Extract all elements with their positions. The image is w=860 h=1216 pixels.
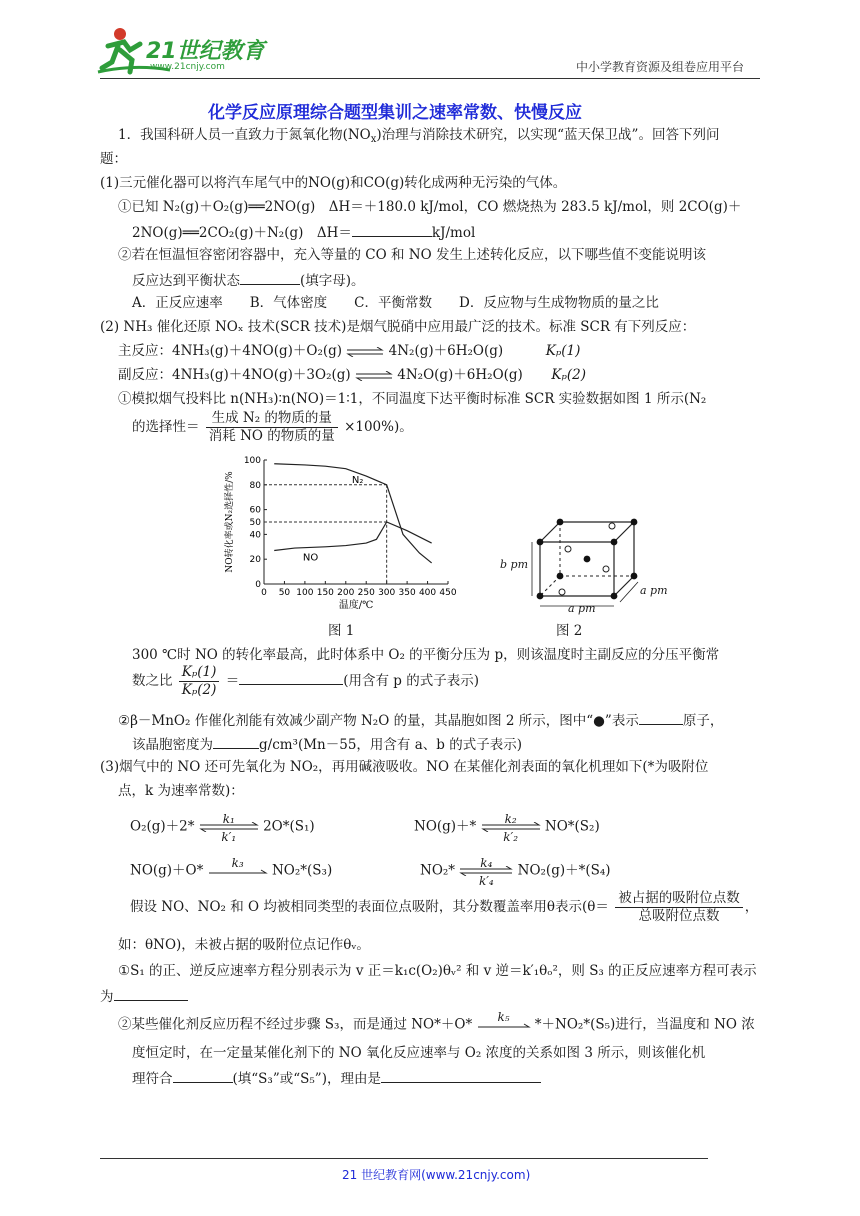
p2-b-line2: 该晶胞密度为 g/cm³(Mn－55，用含有 a、b 的式子表示) bbox=[132, 734, 522, 754]
atom-black bbox=[631, 519, 638, 526]
atom-black bbox=[557, 519, 564, 526]
p3-c-line2: 度恒定时，在一定量某催化剂下的 NO 氧化反应速率与 O₂ 浓度的关系如图 3 所示，则该催化机 bbox=[132, 1045, 706, 1061]
main-reaction: 主反应：4NH₃(g)＋4NO(g)＋O₂(g) 4N₂(g)＋6H₂O(g) Kₚ(1) bbox=[118, 343, 581, 359]
side-reaction: 副反应：4NH₃(g)＋4NO(g)＋3O₂(g) 4N₂O(g)＋6H₂O(g) Kₚ(2) bbox=[118, 367, 587, 383]
fig2-b-label: b pm bbox=[500, 558, 529, 571]
y-tick-label: 40 bbox=[249, 530, 261, 541]
p2-head: (2) NH₃ 催化还原 NOₓ 技术(SCR 技术)是烟气脱硝中应用最广泛的技术。标准 SCR 有下列反应： bbox=[100, 319, 696, 335]
p2-b-line1: ②β－MnO₂ 作催化剂能有效减少副产物 N₂O 的量，其晶胞如图 2 所示，图中“●”表示 原子， bbox=[118, 710, 723, 730]
footer-text: 21 世纪教育网(www.21cnjy.com) bbox=[342, 1168, 531, 1182]
forward-arrow-icon bbox=[477, 1022, 531, 1032]
answer-blank[interactable] bbox=[239, 670, 343, 685]
x-tick-label: 150 bbox=[316, 588, 334, 598]
atom-white bbox=[603, 566, 609, 572]
y-tick-label: 80 bbox=[249, 480, 261, 491]
answer-blank[interactable] bbox=[639, 710, 683, 725]
atom-black bbox=[631, 573, 638, 580]
answer-blank[interactable] bbox=[240, 270, 300, 285]
step-s4: NO₂* k₄ k′₄ NO₂(g)＋*(S₄) bbox=[420, 856, 611, 888]
platform-name: 中小学教育资源及组卷应用平台 bbox=[576, 60, 745, 74]
p1-options: A．正反应速率 B．气体密度 C．平衡常数 D．反应物与生成物物质的量之比 bbox=[132, 295, 659, 311]
theta-fraction: $\frac{\text{被占据的吸附位点数}}{\text{总吸附位点数}}$ bbox=[615, 890, 743, 925]
q1-intro-line2: 题： bbox=[100, 151, 127, 167]
footer-rule bbox=[100, 1158, 708, 1159]
answer-blank[interactable] bbox=[114, 986, 188, 1001]
p3-b-line2: 为 bbox=[100, 986, 188, 1006]
answer-blank[interactable] bbox=[381, 1068, 541, 1083]
step-s1: O₂(g)＋2* k₁ k′₁ 2O*(S₁) bbox=[130, 812, 315, 844]
p3-head-line1: (3)烟气中的 NO 还可先氧化为 NO₂，再用碱液吸收。NO 在某催化剂表面的氧化机理如下(*为吸附位 bbox=[100, 759, 709, 775]
forward-arrow-icon bbox=[208, 868, 268, 878]
step-s3: NO(g)＋O* k₃ NO₂*(S₃) bbox=[130, 856, 333, 879]
atom-black bbox=[557, 573, 564, 580]
atom-white bbox=[559, 589, 565, 595]
y-tick-label: 50 bbox=[249, 518, 261, 528]
equilibrium-arrow-icon bbox=[346, 347, 384, 357]
figure-1-chart bbox=[222, 452, 462, 616]
series-label-n2: N₂ bbox=[351, 474, 364, 486]
fig1-caption: 图 1 bbox=[328, 623, 355, 639]
x-tick-label: 200 bbox=[337, 588, 355, 598]
p2-a-line4: 数之比 $\frac{\text{Kₚ(1)}}{\text{Kₚ(2)}}$ ＝ (用含有 p 的式子表示) bbox=[132, 664, 479, 698]
x-tick-label: 300 bbox=[378, 588, 396, 598]
x-tick-label: 50 bbox=[278, 588, 291, 598]
x-tick-label: 450 bbox=[439, 588, 457, 598]
atom-black bbox=[537, 539, 544, 546]
atom-black bbox=[611, 593, 618, 600]
atom-white bbox=[609, 523, 615, 529]
y-tick-label: 20 bbox=[249, 555, 261, 566]
atom-black bbox=[584, 556, 591, 563]
q1-intro-line1: 1．我国科研人员一直致力于氮氧化物$(NO_x)$治理与消除技术研究，以实现“蓝天保卫战”。回答下列问 bbox=[118, 127, 720, 145]
p2-a-line2: 的选择性＝ $\frac{\text{生成 N₂ 的物质的量}}{\text{消耗 NO 的物质的量}}$ ×100%)。 bbox=[132, 410, 413, 444]
answer-blank[interactable] bbox=[173, 1068, 233, 1083]
p3-b-line1: ①S₁ 的正、逆反应速率方程分别表示为 v 正＝k₁c(O₂)θᵥ² 和 v 逆＝k′₁θₒ²，则 S₃ 的正反应速率方程可表示 bbox=[118, 963, 757, 979]
x-tick-label: 0 bbox=[261, 588, 267, 598]
series-label-no: NO bbox=[302, 552, 319, 564]
p3-head-line2: 点，k 为速率常数)： bbox=[118, 783, 244, 799]
y-tick-label: 60 bbox=[249, 505, 261, 516]
x-tick-label: 350 bbox=[398, 588, 416, 598]
atom-black bbox=[611, 539, 618, 546]
step-s2: NO(g)＋* k₂ k′₂ NO*(S₂) bbox=[414, 812, 600, 844]
x-tick-label: 250 bbox=[357, 588, 375, 598]
y-tick-label: 100 bbox=[243, 456, 261, 466]
selectivity-fraction: $\frac{\text{生成 N₂ 的物质的量}}{\text{消耗 NO 的物质的量}}$ bbox=[206, 410, 338, 445]
fig2-a-side-label: a pm bbox=[640, 584, 668, 597]
p1-b-line1: ②若在恒温恒容密闭容器中，充入等量的 CO 和 NO 发生上述转化反应，以下哪些值不变能说明该 bbox=[118, 247, 706, 263]
page-title: 化学反应原理综合题型集训之速率常数、快慢反应 bbox=[208, 103, 582, 123]
answer-blank[interactable] bbox=[352, 222, 432, 237]
answer-blank[interactable] bbox=[213, 734, 259, 749]
p1-head: (1)三元催化器可以将汽车尾气中的NO(g)和CO(g)转化成两种无污染的气体。 bbox=[100, 175, 567, 191]
series-line-no bbox=[274, 522, 431, 551]
atom-black bbox=[537, 593, 544, 600]
p1-a-line2: 2NO(g)══2CO₂(g)＋N₂(g) ΔH＝ kJ/mol bbox=[132, 222, 475, 242]
x-tick-label: 400 bbox=[418, 588, 437, 598]
p3-a-line1: 假设 NO、NO₂ 和 O 均被相同类型的表面位点吸附，其分数覆盖率用θ表示(θ＝ $\frac{\text{被占据的吸附位点数}}{\text{总吸附位点数}}$ ， bbox=[130, 890, 759, 924]
header-rule bbox=[100, 78, 760, 79]
x-tick-label: 100 bbox=[296, 588, 314, 598]
x-axis-label: 温度/℃ bbox=[338, 600, 374, 611]
p3-c-line3: 理符合 (填“S₃”或“S₅”)，理由是 bbox=[132, 1068, 541, 1088]
p1-b-line2: 反应达到平衡状态 (填字母)。 bbox=[132, 270, 365, 290]
logo-text: 21世纪教育 bbox=[146, 39, 265, 64]
p2-a-line1: ①模拟烟气投料比 n(NH₃)∶n(NO)＝1∶1，不同温度下达平衡时标准 SCR 实验数据如图 1 所示(N₂ bbox=[118, 391, 707, 407]
equilibrium-arrow-icon bbox=[355, 371, 393, 381]
p1-a-line1: ①已知 N₂(g)＋O₂(g)══2NO(g) ΔH＝＋180.0 kJ/mol，CO 燃烧热为 283.5 kJ/mol，则 2CO(g)＋ bbox=[118, 199, 742, 215]
y-tick-label: 0 bbox=[255, 580, 261, 590]
atom-white bbox=[565, 546, 571, 552]
p3-c-line1: ②某些催化剂反应历程不经过步骤 S₃，而是通过 NO*＋O* k₅ *＋NO₂*(S₅)进行，当温度和 NO 浓 bbox=[118, 1010, 755, 1033]
fig2-a-label: a pm bbox=[568, 602, 596, 615]
p3-a-line2: 如：θNO)，未被占据的吸附位点记作θᵥ。 bbox=[118, 937, 370, 953]
fig2-caption: 图 2 bbox=[556, 623, 583, 639]
p2-a-line3: 300 ℃时 NO 的转化率最高，此时体系中 O₂ 的平衡分压为 p，则该温度时主副反应的分压平衡常 bbox=[132, 647, 720, 663]
logo-url: www.21cnjy.com bbox=[150, 62, 225, 72]
kp-ratio-fraction: $\frac{\text{Kₚ(1)}}{\text{Kₚ(2)}}$ bbox=[179, 664, 220, 699]
y-axis-label: NO转化率或N₂选择性/% bbox=[225, 471, 235, 573]
